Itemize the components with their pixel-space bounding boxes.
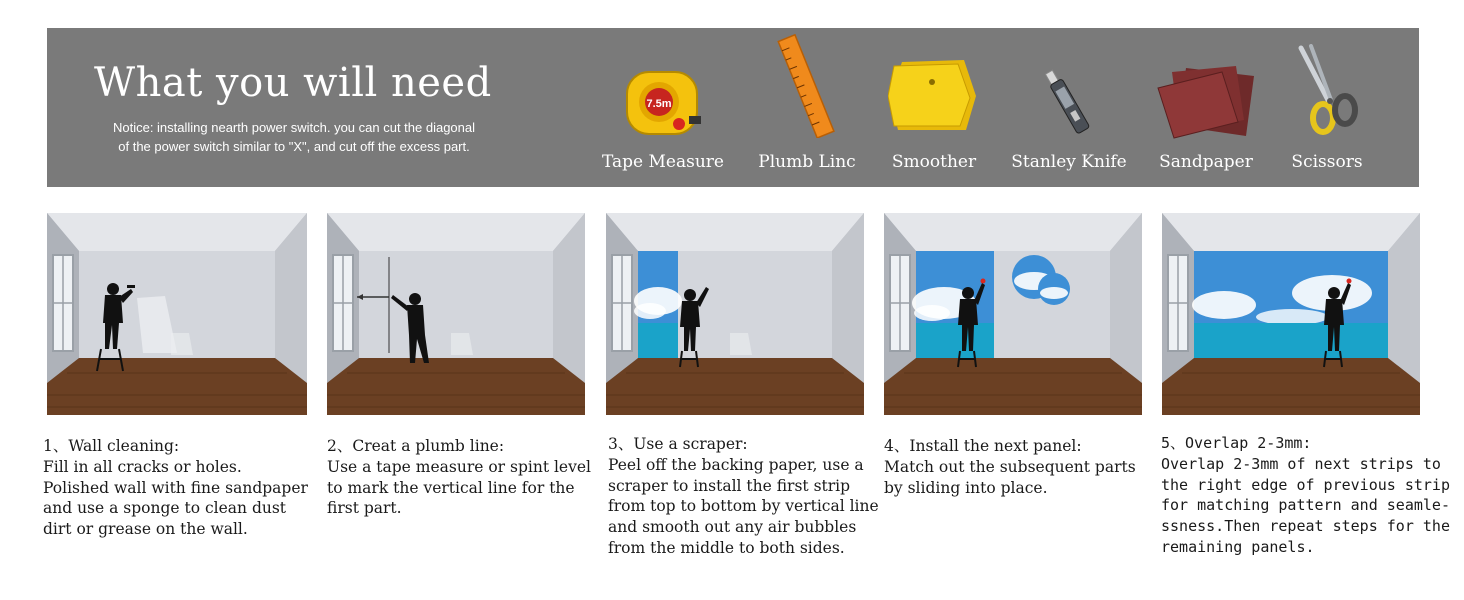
room-illustration: [1162, 213, 1420, 415]
step-4-scene: [884, 213, 1142, 415]
step-line: and smooth out any air bubbles: [608, 518, 857, 537]
step-heading: 4、Install the next panel:: [884, 437, 1082, 455]
banner-title: What you will need: [94, 60, 492, 106]
step-line: Overlap 2-3mm of next strips to: [1161, 454, 1441, 473]
room-illustration: [884, 213, 1142, 415]
step-heading: 3、Use a scraper:: [608, 435, 748, 453]
step-2-scene: [327, 213, 585, 415]
tool-tape-measure: [603, 28, 723, 187]
tool-sandpaper: [1146, 28, 1266, 187]
tape-label: 7.5m: [646, 98, 672, 110]
room-illustration: [47, 213, 307, 415]
scissors-icon: [1287, 44, 1367, 136]
step-line: the right edge of previous strip: [1161, 475, 1450, 494]
notice-line: Notice: installing nearth power switch. you can cut the diagonal: [112, 120, 476, 135]
tool-plumb-line: [747, 28, 867, 187]
step-5-text: [1161, 433, 1450, 558]
tool-label: Stanley Knife: [1011, 152, 1127, 172]
step-line: for matching pattern and seamle-: [1161, 496, 1450, 515]
step-line: Match out the subsequent parts: [884, 457, 1136, 476]
notice-line: of the power switch similar to "X", and cut off the excess part.: [118, 139, 470, 154]
tool-label: Scissors: [1291, 152, 1363, 172]
tool-label: Tape Measure: [602, 152, 724, 172]
step-3-text: [608, 434, 879, 559]
utility-knife-icon: [1044, 66, 1094, 136]
step-line: to mark the vertical line for the: [327, 478, 575, 497]
sandpaper-icon: [1156, 62, 1256, 140]
tool-stanley-knife: [1009, 28, 1129, 187]
step-line: from top to bottom by vertical line: [608, 497, 879, 516]
step-line: Fill in all cracks or holes.: [43, 457, 242, 476]
step-line: Peel off the backing paper, use a: [608, 455, 864, 474]
step-1-scene: [47, 213, 307, 415]
step-5-scene: [1162, 213, 1420, 415]
step-2-text: [327, 436, 591, 519]
step-1-text: [43, 436, 308, 540]
step-line: Use a tape measure or spint level: [327, 457, 591, 476]
step-heading: 1、Wall cleaning:: [43, 437, 180, 455]
tape-measure-icon: [621, 64, 705, 140]
step-line: and use a sponge to clean dust: [43, 499, 287, 518]
ruler-icon: [767, 34, 847, 138]
step-heading: 5、Overlap 2-3mm:: [1161, 434, 1312, 452]
notice-text: [79, 118, 509, 156]
step-line: scraper to install the first strip: [608, 476, 851, 495]
room-illustration: [606, 213, 864, 415]
step-4-text: [884, 436, 1136, 498]
step-line: remaining panels.: [1161, 537, 1315, 556]
tool-scissors: [1267, 28, 1387, 187]
room-illustration: [327, 213, 585, 415]
tool-label: Plumb Linc: [758, 152, 856, 172]
step-line: by sliding into place.: [884, 478, 1048, 497]
tools-banner: [47, 28, 1419, 187]
step-line: dirt or grease on the wall.: [43, 520, 248, 539]
smoother-icon: [888, 56, 980, 132]
step-line: from the middle to both sides.: [608, 538, 845, 557]
tool-label: Smoother: [891, 152, 977, 172]
tool-smoother: [874, 28, 994, 187]
step-line: first part.: [327, 499, 402, 518]
tool-label: Sandpaper: [1159, 152, 1253, 172]
step-3-scene: [606, 213, 864, 415]
step-line: ssness.Then repeat steps for the: [1161, 517, 1450, 536]
step-line: Polished wall with fine sandpaper: [43, 478, 308, 497]
step-heading: 2、Creat a plumb line:: [327, 437, 505, 455]
